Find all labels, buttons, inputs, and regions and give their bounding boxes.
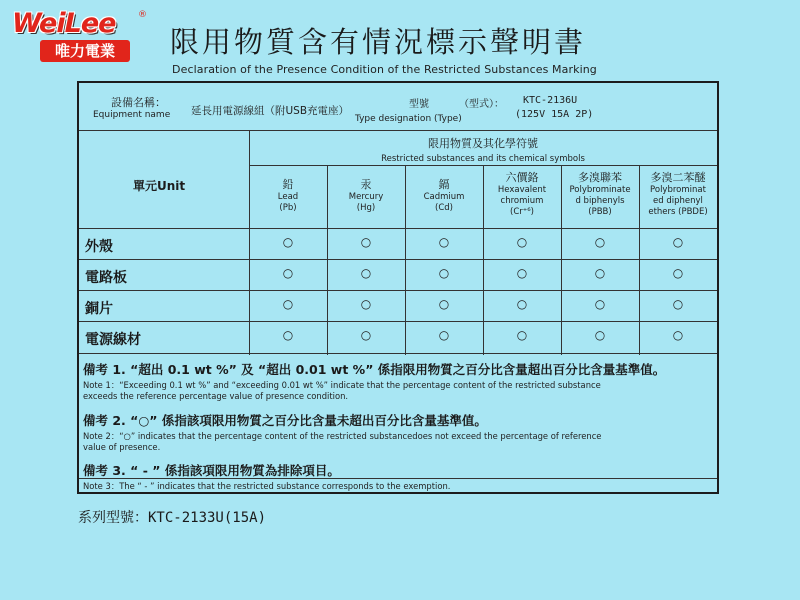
table-cell-mark: ○ xyxy=(516,297,528,311)
table-cell-mark: ○ xyxy=(282,235,294,249)
column-header-en: Mercury xyxy=(348,192,384,202)
column-header-zh: 六價鉻 xyxy=(505,171,539,184)
row-label-housing: 外殼 xyxy=(85,239,113,255)
column-header-zh: 多溴二苯醚 xyxy=(650,171,706,184)
substances-group-en: Restricted substances and its chemical symbols xyxy=(381,154,585,164)
column-header-en: chromium xyxy=(500,196,544,206)
type-value: KTC-2136U xyxy=(523,95,578,106)
column-header-pbde xyxy=(639,169,717,218)
table-cell-mark: ○ xyxy=(282,266,294,280)
equipment-name-label-en: Equipment name xyxy=(93,110,171,120)
page-title: 限用物質含有情況標示聲明書 xyxy=(170,25,587,59)
table-cell-mark: ○ xyxy=(672,328,684,342)
column-header-symbol: (Pb) xyxy=(279,203,297,213)
table-cell-mark: ○ xyxy=(360,235,372,249)
column-header-zh: 鎘 xyxy=(438,178,450,191)
table-cell-mark: ○ xyxy=(438,235,450,249)
table-cell-mark: ○ xyxy=(516,235,528,249)
column-header-symbol: ethers (PBDE) xyxy=(648,207,708,217)
table-cell-mark: ○ xyxy=(438,297,450,311)
row-label-copper-plate: 銅片 xyxy=(85,301,113,317)
column-header-pbb xyxy=(561,169,639,218)
column-header-en: Polybrominate xyxy=(569,185,631,195)
grid-line xyxy=(327,165,328,355)
note-1-en-cont: exceeds the reference percentage value of presence condition. xyxy=(83,391,349,401)
grid-line xyxy=(483,165,484,355)
series-model: 系列型號：KTC-2133U(15A) xyxy=(78,510,267,526)
unit-header: 單元Unit xyxy=(133,179,186,193)
page-subtitle: Declaration of the Presence Condition of the Restricted Substances Marking xyxy=(172,63,597,76)
column-header-en: Cadmium xyxy=(423,192,465,202)
column-header-symbol: (Cd) xyxy=(435,203,453,213)
grid-line xyxy=(405,165,406,355)
table-cell-mark: ○ xyxy=(594,235,606,249)
divider xyxy=(79,259,717,260)
table-cell-mark: ○ xyxy=(360,297,372,311)
table-cell-mark: ○ xyxy=(360,328,372,342)
table-cell-mark: ○ xyxy=(594,297,606,311)
logo-chinese-name: 唯力電業 xyxy=(40,40,130,62)
table-cell-mark: ○ xyxy=(438,266,450,280)
row-label-power-cord: 電源線材 xyxy=(85,332,141,348)
note-3-en: Note 3：The “ - ” indicates that the restricted substance corresponds to the exemption. xyxy=(83,481,451,491)
table-cell-mark: ○ xyxy=(282,297,294,311)
table-cell-mark: ○ xyxy=(282,328,294,342)
column-header-cadmium xyxy=(405,176,483,214)
divider xyxy=(79,290,717,291)
divider xyxy=(79,228,717,229)
grid-line xyxy=(639,165,640,355)
equipment-name-label-zh: 設備名稱： xyxy=(111,96,166,109)
grid-line xyxy=(561,165,562,355)
substances-group-header xyxy=(249,135,717,165)
column-header-mercury xyxy=(327,176,405,214)
column-header-zh: 多溴聯苯 xyxy=(578,171,622,184)
type-label-zh2: （型式）： xyxy=(459,99,504,110)
substances-group-zh: 限用物質及其化學符號 xyxy=(428,137,538,150)
table-cell-mark: ○ xyxy=(594,266,606,280)
table-cell-mark: ○ xyxy=(672,235,684,249)
type-label-zh: 型號 xyxy=(409,99,429,110)
column-header-symbol: (PBB) xyxy=(588,207,612,217)
logo-wordmark: WeiLee xyxy=(12,8,116,39)
column-header-symbol: (Cr⁺⁶) xyxy=(510,207,534,217)
equipment-name-value: 延長用電源線組（附USB充電座） xyxy=(191,105,350,117)
divider xyxy=(79,353,717,354)
column-header-symbol: (Hg) xyxy=(356,203,376,213)
table-cell-mark: ○ xyxy=(594,328,606,342)
type-label-en: Type designation (Type) xyxy=(355,114,462,124)
table-cell-mark: ○ xyxy=(672,266,684,280)
row-label-circuit-board: 電路板 xyxy=(85,270,127,286)
note-2-zh: 備考 2. “○” 係指該項限用物質之百分比含量未超出百分比含量基準值。 xyxy=(83,413,487,428)
table-cell-mark: ○ xyxy=(516,328,528,342)
divider xyxy=(79,478,717,479)
column-header-zh: 鉛 xyxy=(282,178,294,191)
declaration-table xyxy=(77,81,719,494)
table-cell-mark: ○ xyxy=(360,266,372,280)
column-header-hexavalent-chromium xyxy=(483,169,561,218)
note-2-en: Note 2：“○” indicates that the percentage content of the restricted substancedoes not exceed the percentage of reference xyxy=(83,431,602,441)
note-3-zh: 備考 3. “ - ” 係指該項限用物質為排除項目。 xyxy=(83,463,340,478)
table-cell-mark: ○ xyxy=(672,297,684,311)
note-1-en: Note 1：“Exceeding 0.1 wt %” and “exceeding 0.01 wt %” indicate that the percentage content of the restricted substance xyxy=(83,380,601,390)
column-header-en: d biphenyls xyxy=(575,196,625,206)
column-header-en: Lead xyxy=(277,192,299,202)
table-cell-mark: ○ xyxy=(438,328,450,342)
column-header-en: Polybrominat xyxy=(650,185,706,195)
column-header-en: ed diphenyl xyxy=(653,196,703,206)
column-header-lead xyxy=(249,176,327,214)
divider xyxy=(79,321,717,322)
note-2-en-cont: value of presence. xyxy=(83,442,161,452)
table-cell-mark: ○ xyxy=(516,266,528,280)
registered-mark: ® xyxy=(138,10,147,20)
divider xyxy=(79,130,717,131)
type-rating: (125V 15A 2P) xyxy=(515,109,594,120)
note-1-zh: 備考 1. “超出 0.1 wt %” 及 “超出 0.01 wt %” 係指限用物質之百分比含量超出百分比含量基準值。 xyxy=(83,362,666,377)
column-header-zh: 汞 xyxy=(360,178,372,191)
brand-logo xyxy=(10,8,148,66)
column-header-en: Hexavalent xyxy=(497,185,547,195)
